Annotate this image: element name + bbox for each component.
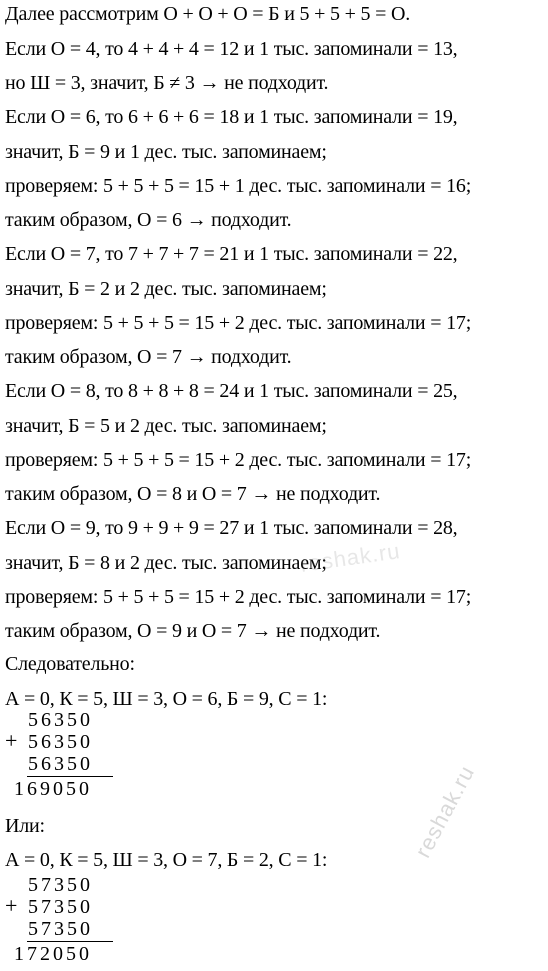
addend-row: 57350 (28, 918, 93, 940)
text-line: проверяем: 5 + 5 + 5 = 15 + 2 дес. тыс. запоминали = 17; (5, 312, 472, 334)
or-label: Или: (5, 815, 45, 837)
text-line: Если О = 9, то 9 + 9 + 9 = 27 и 1 тыс. запоминали = 28, (5, 517, 458, 539)
plus-sign: + (5, 893, 18, 918)
text-line: значит, Б = 8 и 2 дес. тыс. запоминаем; (5, 552, 327, 574)
column-addition-1 (5, 705, 135, 805)
text-line: Если О = 6, то 6 + 6 + 6 = 18 и 1 тыс. запоминали = 19, (5, 106, 458, 128)
plus-sign: + (5, 728, 18, 753)
watermark: reshak.ru (410, 761, 480, 862)
text-line: таким образом, О = 7 → подходит. (5, 346, 292, 368)
conclusion-heading: Следовательно: (5, 653, 135, 675)
text-line: но Ш = 3, значит, Б ≠ 3 → не подходит. (5, 72, 329, 94)
text-line: таким образом, О = 9 и О = 7 → не подходит. (5, 620, 381, 642)
text-line: проверяем: 5 + 5 + 5 = 15 + 2 дес. тыс. запоминали = 17; (5, 586, 472, 608)
addend-row: 56350 (28, 731, 93, 753)
column-addition-2 (5, 870, 135, 970)
solution-1-values: А = 0, К = 5, Ш = 3, О = 6, Б = 9, С = 1: (5, 688, 328, 710)
watermark: reshak.ru (298, 538, 402, 577)
text-line: значит, Б = 2 и 2 дес. тыс. запоминаем; (5, 278, 327, 300)
text-line: Если О = 7, то 7 + 7 + 7 = 21 и 1 тыс. запоминали = 22, (5, 243, 458, 265)
sum-line (27, 941, 113, 942)
addend-row: 57350 (28, 896, 93, 918)
text-line: Далее рассмотрим О + О + О = Б и 5 + 5 + 5 = О. (5, 3, 411, 25)
text-line: Если О = 4, то 4 + 4 + 4 = 12 и 1 тыс. запоминали = 13, (5, 38, 458, 60)
text-line: значит, Б = 9 и 1 дес. тыс. запоминаем; (5, 141, 327, 163)
addend-row: 56350 (28, 753, 93, 775)
sum-row: 169050 (14, 778, 92, 800)
text-line: Если О = 8, то 8 + 8 + 8 = 24 и 1 тыс. запоминали = 25, (5, 380, 458, 402)
text-line: таким образом, О = 6 → подходит. (5, 209, 292, 231)
sum-row: 172050 (14, 943, 92, 965)
addend-row: 56350 (28, 709, 93, 731)
text-line: проверяем: 5 + 5 + 5 = 15 + 1 дес. тыс. запоминали = 16; (5, 175, 472, 197)
solution-2-values: А = 0, К = 5, Ш = 3, О = 7, Б = 2, С = 1: (5, 849, 328, 871)
text-line: проверяем: 5 + 5 + 5 = 15 + 2 дес. тыс. запоминали = 17; (5, 449, 472, 471)
text-line: значит, Б = 5 и 2 дес. тыс. запоминаем; (5, 415, 327, 437)
sum-line (27, 776, 113, 777)
text-line: таким образом, О = 8 и О = 7 → не подходит. (5, 483, 381, 505)
addend-row: 57350 (28, 874, 93, 896)
